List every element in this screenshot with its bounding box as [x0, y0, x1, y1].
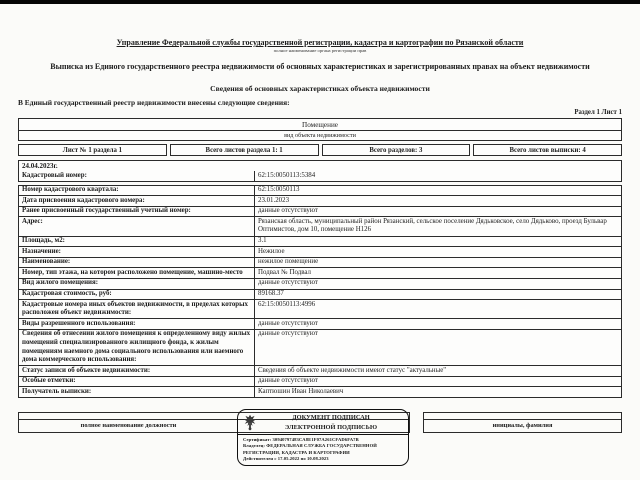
table-row	[19, 236, 621, 247]
document-header	[0, 38, 640, 116]
attribute-value: данные отсутствуют	[258, 330, 318, 338]
stamp-owner-line1: Владелец: ФЕДЕРАЛЬНАЯ СЛУЖБА ГОСУДАРСТВЕННОЙ	[243, 443, 377, 449]
signature-area	[18, 409, 622, 471]
sheet-info-row	[18, 144, 622, 156]
table-row	[19, 365, 621, 376]
attribute-value: 62:15:0050113	[258, 186, 300, 194]
attribute-value: 3.1	[258, 237, 267, 245]
attribute-label: Номер, тип этажа, на котором расположено помещение, машино-место	[19, 268, 255, 278]
table-row	[19, 246, 621, 257]
table-row	[19, 186, 621, 196]
attribute-value: 23.01.2023	[258, 196, 290, 204]
signature-initials-cell	[423, 412, 622, 433]
attribute-label: Кадастровая стоимость, руб:	[19, 290, 255, 300]
table-row	[19, 299, 621, 318]
attribute-label: Адрес:	[19, 217, 255, 235]
table-row	[19, 376, 621, 387]
sheet-info-cell: Всего листов выписки: 4	[473, 144, 622, 156]
extract-date: 24.04.2023г.	[22, 162, 58, 170]
stamp-titles	[260, 413, 402, 433]
sheet-info-cell: Всего разделов: 3	[322, 144, 471, 156]
attribute-value: Рязанская область, муниципальный район Рязанский, сельское поселение Дядьковское, село Дядьково, проезд Бульвар Оптимистов, дом 10, помещение Н126	[258, 217, 607, 234]
attribute-value: данные отсутствуют	[258, 319, 318, 327]
stamp-title-line2: ЭЛЕКТРОННОЙ ПОДПИСЬЮ	[284, 423, 378, 431]
table-row	[19, 329, 621, 365]
sheet-info-cell: Всего листов раздела 1: 1	[170, 144, 319, 156]
attribute-label: Статус записи об объекте недвижимости:	[19, 366, 255, 376]
attribute-value: данные отсутствуют	[258, 207, 318, 215]
table-row	[19, 206, 621, 217]
section-title: Сведения об основных характеристиках объекта недвижимости	[210, 84, 430, 93]
digital-signature-stamp	[237, 409, 409, 466]
rosreestr-emblem-icon	[243, 414, 257, 431]
attribute-value: 62:15:0050113:5384	[258, 171, 316, 179]
section-sheet-label: Раздел 1 Лист 1	[574, 109, 622, 116]
attribute-label: Особые отметки:	[19, 377, 255, 387]
attribute-label: Сведения об отнесении жилого помещения к определенному виду жилых помещений специализированного жилищного фонда, к жилым помещениям наемного дома социального использования или наемного дома коммерческого использования:	[19, 330, 255, 365]
attribute-label: Кадастровый номер:	[19, 171, 255, 181]
attribute-value: Сведения об объекте недвижимости имеют статус "актуальные"	[258, 366, 447, 374]
position-caption: полное наименование должности	[80, 422, 177, 430]
attribute-label: Номер кадастрового квартала:	[19, 186, 255, 196]
object-type-box	[18, 118, 622, 141]
sheet-info-cell: Лист № 1 раздела 1	[18, 144, 167, 156]
attribute-value: Подвал № Подвал	[258, 268, 311, 276]
table-row	[19, 171, 621, 181]
table-row	[19, 386, 621, 397]
attribute-value: 89168.37	[258, 290, 284, 298]
stamp-header	[238, 410, 408, 434]
stamp-certificate: Сертификат: 30940797483CA8E1F07A261CFAD6FA7B	[243, 436, 359, 442]
stamp-validity: Действителен с 17.05.2022 по 10.08.2023	[243, 456, 329, 462]
attribute-label: Площадь, м2:	[19, 237, 255, 247]
attribute-label: Получатель выписки:	[19, 387, 255, 397]
attribute-label: Ранее присвоенный государственный учетный номер:	[19, 207, 255, 217]
intro-line: В Единый государственный реестр недвижимости внесены следующие сведения:	[18, 98, 290, 107]
table-row	[19, 216, 621, 235]
cadastral-number-box	[18, 160, 622, 182]
table-row	[19, 195, 621, 206]
table-row	[19, 257, 621, 268]
authority-caption: полное наименование органа регистрации прав	[273, 48, 367, 53]
attribute-value: 62:15:0050113:4996	[258, 300, 316, 308]
table-row	[19, 318, 621, 329]
stamp-details	[238, 434, 408, 464]
attribute-label: Вид жилого помещения:	[19, 279, 255, 289]
attribute-value: нежилое помещение	[258, 258, 319, 266]
attribute-label: Наименование:	[19, 258, 255, 268]
scan-top-edge	[0, 0, 640, 4]
attribute-value: данные отсутствуют	[258, 377, 318, 385]
attribute-value: Нежилое	[258, 247, 285, 255]
cadastral-rows	[19, 171, 621, 181]
object-type-caption: вид объекта недвижимости	[19, 130, 621, 140]
attribute-value: данные отсутствуют	[258, 279, 318, 287]
stamp-owner-line2: РЕГИСТРАЦИИ, КАДАСТРА И КАРТОГРАФИИ	[243, 449, 350, 455]
table-row	[19, 289, 621, 300]
signature-line-placeholder	[424, 413, 621, 420]
table-row	[19, 267, 621, 278]
attributes-box	[18, 185, 622, 398]
main-table	[18, 118, 622, 398]
authority-title: Управление Федеральной службы государственной регистрации, кадастра и картографии по Рязанской области	[116, 38, 524, 47]
document-title: Выписка из Единого государственного реестра недвижимости об основных характеристиках и зарегистрированных правах на объект недвижимости	[50, 62, 590, 71]
object-type-value: Помещение	[302, 120, 338, 129]
attribute-value: Каптюшин Иван Николаевич	[258, 387, 344, 395]
table-row	[19, 278, 621, 289]
attribute-label: Виды разрешенного использования:	[19, 319, 255, 329]
attribute-label: Назначение:	[19, 247, 255, 257]
attribute-label: Кадастровые номера иных объектов недвижимости, в пределах которых расположен объект недвижимости:	[19, 300, 255, 318]
attribute-label: Дата присвоения кадастрового номера:	[19, 196, 255, 206]
initials-caption: инициалы, фамилия	[492, 422, 553, 430]
stamp-title-line1: ДОКУМЕНТ ПОДПИСАН	[292, 413, 370, 421]
